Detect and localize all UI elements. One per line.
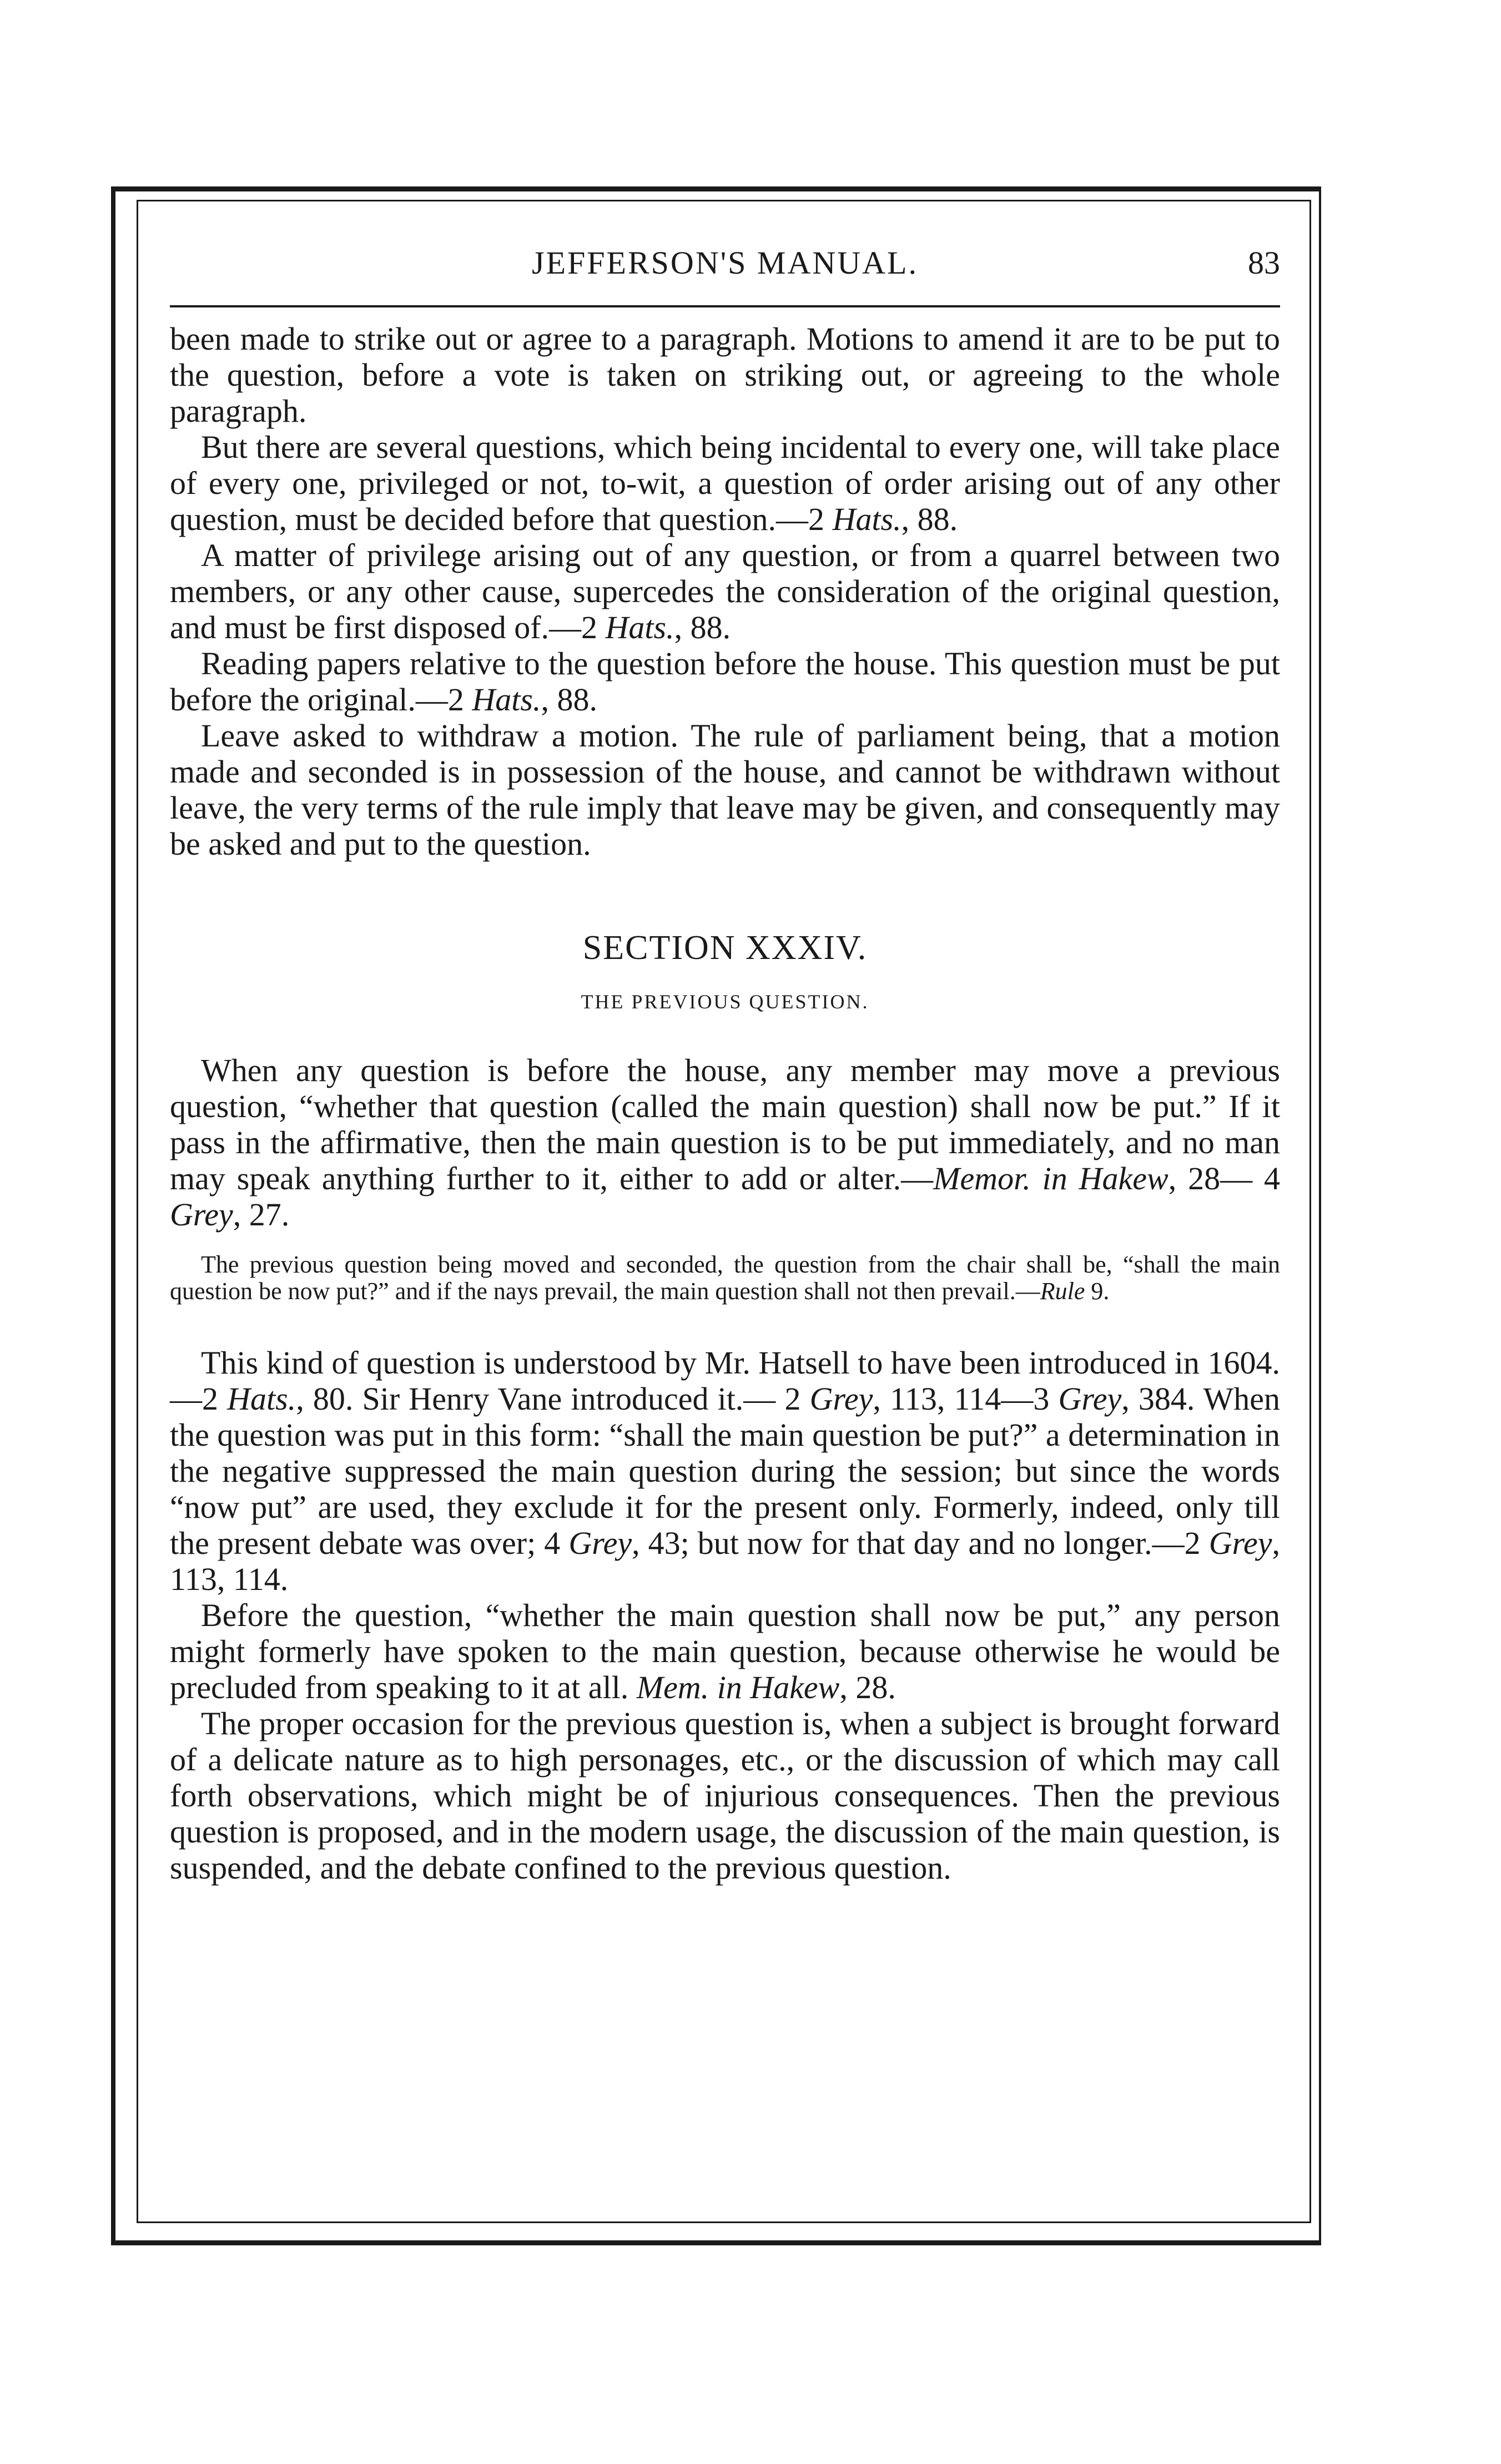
- citation: Hats.: [832, 501, 901, 537]
- citation: Rule: [1040, 1278, 1085, 1305]
- rule-note: [170, 1251, 1280, 1305]
- citation: Hats.: [472, 681, 541, 718]
- paragraph: [170, 1597, 1280, 1705]
- running-title: JEFFERSON'S MANUAL.: [532, 245, 918, 281]
- citation-ref: , 28.: [839, 1669, 896, 1705]
- paragraph: [170, 645, 1280, 718]
- page-number: 83: [1248, 245, 1280, 281]
- citation-ref: , 27.: [233, 1196, 290, 1233]
- paragraph-text: Reading papers relative to the question before the house. This question must be put before the original.—2: [170, 645, 1280, 718]
- citation: Grey: [1058, 1381, 1122, 1417]
- citation-ref: , 88.: [541, 681, 597, 718]
- paragraph: been made to strike out or agree to a paragraph. Motions to amend it are to be put to the question, before a vote is taken on striking out, or agreeing to the whole paragraph.: [170, 321, 1280, 429]
- citation: Grey: [568, 1525, 632, 1561]
- section-title: SECTION XXXIV.: [582, 929, 868, 967]
- rule-note-text: The previous question being moved and seconded, the question from the chair shall be, “shall the main question be now put?” and if the nays prevail, the main question shall not then prevail.—: [170, 1251, 1280, 1305]
- paragraph: The proper occasion for the previous question is, when a subject is brought forward of a delicate nature as to high personages, etc., or the discussion of which may call forth observations, which might be of injurious consequences. Then the previous question is proposed, and in the modern usage, the discussion of the main question, is suspended, and the debate confined to the previous question.: [170, 1705, 1280, 1886]
- citation: Hats.: [227, 1381, 296, 1417]
- citation: Grey: [1208, 1525, 1272, 1561]
- paragraph: [170, 1345, 1280, 1597]
- citation-ref: , 88.: [901, 501, 958, 537]
- section-subtitle: THE PREVIOUS QUESTION.: [581, 991, 869, 1013]
- citation-ref: , 28— 4: [1168, 1160, 1281, 1196]
- citation: Grey: [170, 1196, 233, 1233]
- page-content: [170, 244, 1280, 1886]
- paragraph-text: , 80. Sir Henry Vane introduced it.— 2: [296, 1381, 810, 1417]
- citation-ref: , 113, 114.: [170, 1525, 1280, 1597]
- running-head: [170, 244, 1280, 305]
- paragraph-text: , 384. When the question was put in this form: “shall the main question be put?” a determination in the negative suppressed the main question during the session; but since the words “now put” are used, they exclude it for the present only. Formerly, indeed, only till the present debate was over; 4: [170, 1381, 1280, 1561]
- paragraph: Leave asked to withdraw a motion. The rule of parliament being, that a motion made and seconded is in possession of the house, and cannot be withdrawn without leave, the very terms of the rule imply that leave may be given, and consequently may be asked and put to the question.: [170, 718, 1280, 862]
- citation: Memor. in Hakew: [933, 1160, 1168, 1196]
- paragraph: [170, 1052, 1280, 1233]
- paragraph-text: , 43; but now for that day and no longer.—2: [632, 1525, 1209, 1561]
- paragraph: [170, 429, 1280, 537]
- paragraph: [170, 537, 1280, 645]
- paragraph-text: This kind of question is understood by Mr. Hatsell to have been introduced in 1604.—2: [170, 1345, 1280, 1417]
- citation-ref: , 88.: [674, 609, 731, 645]
- paragraph-text: A matter of privilege arising out of any question, or from a quarrel between two members, or any other cause, supercedes the consideration of the original question, and must be first disposed of.—2: [170, 537, 1280, 645]
- citation: Hats.: [605, 609, 674, 645]
- paragraph-text: When any question is before the house, any member may move a previous question, “whether that question (called the main question) shall now be put.” If it pass in the affirmative, then the main question is to be put immediately, and no man may speak anything further to it, either to add or alter.—: [170, 1052, 1280, 1196]
- citation-ref: 9.: [1085, 1278, 1110, 1305]
- citation: Mem. in Hakew: [636, 1669, 840, 1705]
- paragraph-text: But there are several questions, which being incidental to every one, will take place of every one, privileged or not, to-wit, a question of order arising out of any other question, must be decided before that question.—2: [170, 429, 1280, 537]
- citation: Grey: [809, 1381, 873, 1417]
- header-rule: [170, 305, 1280, 307]
- paragraph-text: Before the question, “whether the main question shall now be put,” any person might formerly have spoken to the main question, because otherwise he would be precluded from speaking to it at all.: [170, 1597, 1280, 1705]
- paragraph-text: , 113, 114—3: [873, 1381, 1059, 1417]
